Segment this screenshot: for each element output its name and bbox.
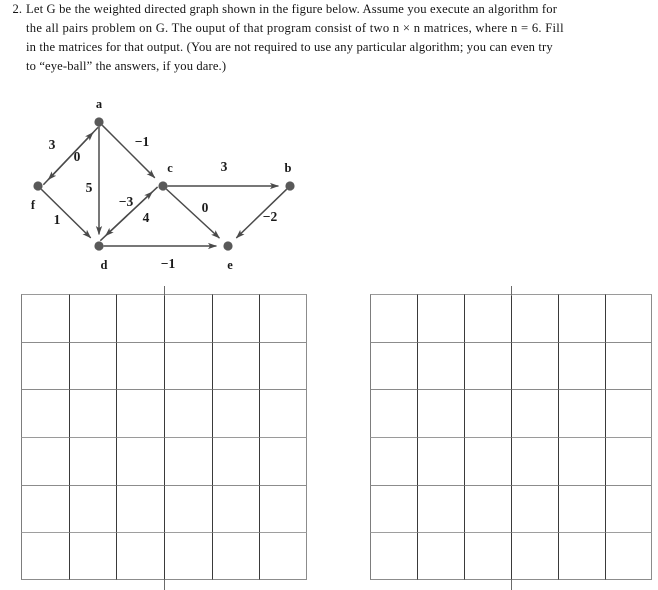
graph-node-label-f: f: [30, 198, 36, 212]
graph-figure: [0, 96, 330, 276]
edge-weight-a-f: 3: [48, 137, 56, 152]
predecessor-matrix-cell-r4c1[interactable]: [370, 437, 417, 485]
problem-text: [26, 0, 658, 76]
predecessor-matrix-cell-r1c5[interactable]: [558, 294, 605, 342]
predecessor-matrix-cell-r4c2[interactable]: [417, 437, 464, 485]
distance-matrix-cell-r1c4[interactable]: [164, 294, 212, 342]
predecessor-matrix-cell-r5c2[interactable]: [417, 485, 464, 533]
directed-graph-svg: [0, 96, 330, 276]
edge-weight-f-a: 0: [73, 149, 81, 164]
graph-weight-label-layer: [49, 134, 278, 271]
graph-node-label-b: b: [284, 161, 292, 175]
predecessor-matrix-cell-r3c5[interactable]: [558, 389, 605, 437]
predecessor-matrix-cell-r5c5[interactable]: [558, 485, 605, 533]
matrix-right-column-tick-bottom: [511, 580, 512, 590]
predecessor-matrix-cell-r6c2[interactable]: [417, 532, 464, 580]
problem-line-1: Let G be the weighted directed graph shown in the figure below. Assume you execute an algorithm for: [26, 2, 558, 16]
graph-node-label-c: c: [167, 161, 173, 175]
predecessor-matrix-cell-r5c1[interactable]: [370, 485, 417, 533]
edge-weight-d-c: −3: [118, 194, 134, 209]
edge-weight-c-e: 0: [201, 200, 209, 215]
distance-matrix-cell-r5c5[interactable]: [212, 485, 260, 533]
distance-matrix-cell-r4c5[interactable]: [212, 437, 260, 485]
edge-weight-c-d: 4: [142, 210, 150, 225]
distance-matrix-cell-r5c3[interactable]: [116, 485, 164, 533]
distance-matrix-cell-r6c5[interactable]: [212, 532, 260, 580]
predecessor-matrix-cell-r3c3[interactable]: [464, 389, 511, 437]
edge-weight-a-c: −1: [134, 134, 150, 149]
distance-matrix-cell-r6c2[interactable]: [69, 532, 117, 580]
graph-edge-c-e: [166, 189, 219, 238]
edge-weight-f-d: 1: [53, 212, 61, 227]
matrix-left-column-tick-bottom: [164, 580, 165, 590]
graph-node-layer: [30, 117, 294, 250]
distance-matrix-cell-r3c5[interactable]: [212, 389, 260, 437]
predecessor-matrix-cell-r4c6[interactable]: [605, 437, 652, 485]
graph-node-c: [158, 181, 167, 190]
distance-matrix-cell-r3c6[interactable]: [259, 389, 307, 437]
predecessor-matrix-cell-r4c3[interactable]: [464, 437, 511, 485]
matrix-right-column-tick-top: [511, 286, 512, 296]
graph-node-label-a: a: [95, 97, 103, 111]
distance-matrix-cell-r1c1[interactable]: [21, 294, 69, 342]
distance-matrix-cell-r4c2[interactable]: [69, 437, 117, 485]
distance-matrix-cell-r5c1[interactable]: [21, 485, 69, 533]
predecessor-matrix-cell-r2c2[interactable]: [417, 342, 464, 390]
distance-matrix-cell-r1c3[interactable]: [116, 294, 164, 342]
distance-matrix-cell-r2c6[interactable]: [259, 342, 307, 390]
distance-matrix-cell-r5c2[interactable]: [69, 485, 117, 533]
matrix-left-column-tick-top: [164, 286, 165, 296]
problem-line-4: to “eye-ball” the answers, if you dare.): [26, 59, 227, 73]
distance-matrix-cell-r4c4[interactable]: [164, 437, 212, 485]
problem-row: [0, 0, 658, 76]
predecessor-matrix-cell-r5c6[interactable]: [605, 485, 652, 533]
graph-node-a: [94, 117, 103, 126]
distance-matrix-grid[interactable]: [21, 294, 307, 580]
distance-matrix-cell-r2c2[interactable]: [69, 342, 117, 390]
distance-matrix-cell-r3c4[interactable]: [164, 389, 212, 437]
predecessor-matrix-cell-r1c1[interactable]: [370, 294, 417, 342]
distance-matrix-cell-r6c1[interactable]: [21, 532, 69, 580]
predecessor-matrix-cell-r3c4[interactable]: [511, 389, 558, 437]
predecessor-matrix-cell-r1c2[interactable]: [417, 294, 464, 342]
predecessor-matrix-cell-r6c3[interactable]: [464, 532, 511, 580]
graph-node-b: [285, 181, 294, 190]
distance-matrix-cell-r2c1[interactable]: [21, 342, 69, 390]
distance-matrix-cell-r5c6[interactable]: [259, 485, 307, 533]
distance-matrix-cell-r2c5[interactable]: [212, 342, 260, 390]
distance-matrix-cell-r5c4[interactable]: [164, 485, 212, 533]
predecessor-matrix-cell-r4c5[interactable]: [558, 437, 605, 485]
predecessor-matrix-grid[interactable]: [370, 294, 652, 580]
predecessor-matrix-cell-r6c6[interactable]: [605, 532, 652, 580]
predecessor-matrix-cell-r6c5[interactable]: [558, 532, 605, 580]
graph-node-label-d: d: [100, 258, 108, 272]
distance-matrix-cell-r2c4[interactable]: [164, 342, 212, 390]
predecessor-matrix-cell-r6c1[interactable]: [370, 532, 417, 580]
predecessor-matrix-cell-r4c4[interactable]: [511, 437, 558, 485]
distance-matrix-cell-r6c3[interactable]: [116, 532, 164, 580]
distance-matrix-cell-r4c6[interactable]: [259, 437, 307, 485]
predecessor-matrix-cell-r2c4[interactable]: [511, 342, 558, 390]
graph-node-d: [94, 241, 103, 250]
predecessor-matrix-cell-r2c5[interactable]: [558, 342, 605, 390]
problem-statement: [0, 0, 658, 76]
distance-matrix-cell-r1c2[interactable]: [69, 294, 117, 342]
distance-matrix-cell-r3c3[interactable]: [116, 389, 164, 437]
edge-weight-b-e: −2: [262, 209, 278, 224]
predecessor-matrix-cell-r3c2[interactable]: [417, 389, 464, 437]
distance-matrix-cell-r4c1[interactable]: [21, 437, 69, 485]
problem-line-2: the all pairs problem on G. The ouput of that program consist of two n × n matrices, where n = 6. Fill: [26, 21, 564, 35]
graph-edge-b-e: [236, 189, 286, 238]
predecessor-matrix-cell-r5c4[interactable]: [511, 485, 558, 533]
graph-node-f: [33, 181, 42, 190]
distance-matrix-cell-r4c3[interactable]: [116, 437, 164, 485]
distance-matrix-cell-r2c3[interactable]: [116, 342, 164, 390]
predecessor-matrix-cell-r1c3[interactable]: [464, 294, 511, 342]
problem-number: 2.: [12, 2, 22, 16]
distance-matrix-cell-r6c4[interactable]: [164, 532, 212, 580]
distance-matrix-cell-r1c6[interactable]: [259, 294, 307, 342]
predecessor-matrix-cell-r3c6[interactable]: [605, 389, 652, 437]
graph-node-e: [223, 241, 232, 250]
distance-matrix-cell-r1c5[interactable]: [212, 294, 260, 342]
distance-matrix-cell-r6c6[interactable]: [259, 532, 307, 580]
distance-matrix-cell-r3c2[interactable]: [69, 389, 117, 437]
predecessor-matrix-cell-r3c1[interactable]: [370, 389, 417, 437]
predecessor-matrix-cell-r5c3[interactable]: [464, 485, 511, 533]
problem-line-3: in the matrices for that output. (You are not required to use any particular algorithm; you can even try: [26, 40, 553, 54]
predecessor-matrix-cell-r2c3[interactable]: [464, 342, 511, 390]
edge-weight-c-b: 3: [220, 159, 228, 174]
graph-node-label-e: e: [227, 258, 233, 272]
predecessor-matrix-cell-r1c6[interactable]: [605, 294, 652, 342]
graph-edge-f-d: [41, 189, 90, 238]
predecessor-matrix-cell-r2c1[interactable]: [370, 342, 417, 390]
predecessor-matrix-cell-r2c6[interactable]: [605, 342, 652, 390]
distance-matrix-cell-r3c1[interactable]: [21, 389, 69, 437]
edge-weight-a-d: 5: [85, 180, 93, 195]
predecessor-matrix-cell-r1c4[interactable]: [511, 294, 558, 342]
predecessor-matrix-cell-r6c4[interactable]: [511, 532, 558, 580]
edge-weight-d-e: −1: [160, 256, 176, 271]
